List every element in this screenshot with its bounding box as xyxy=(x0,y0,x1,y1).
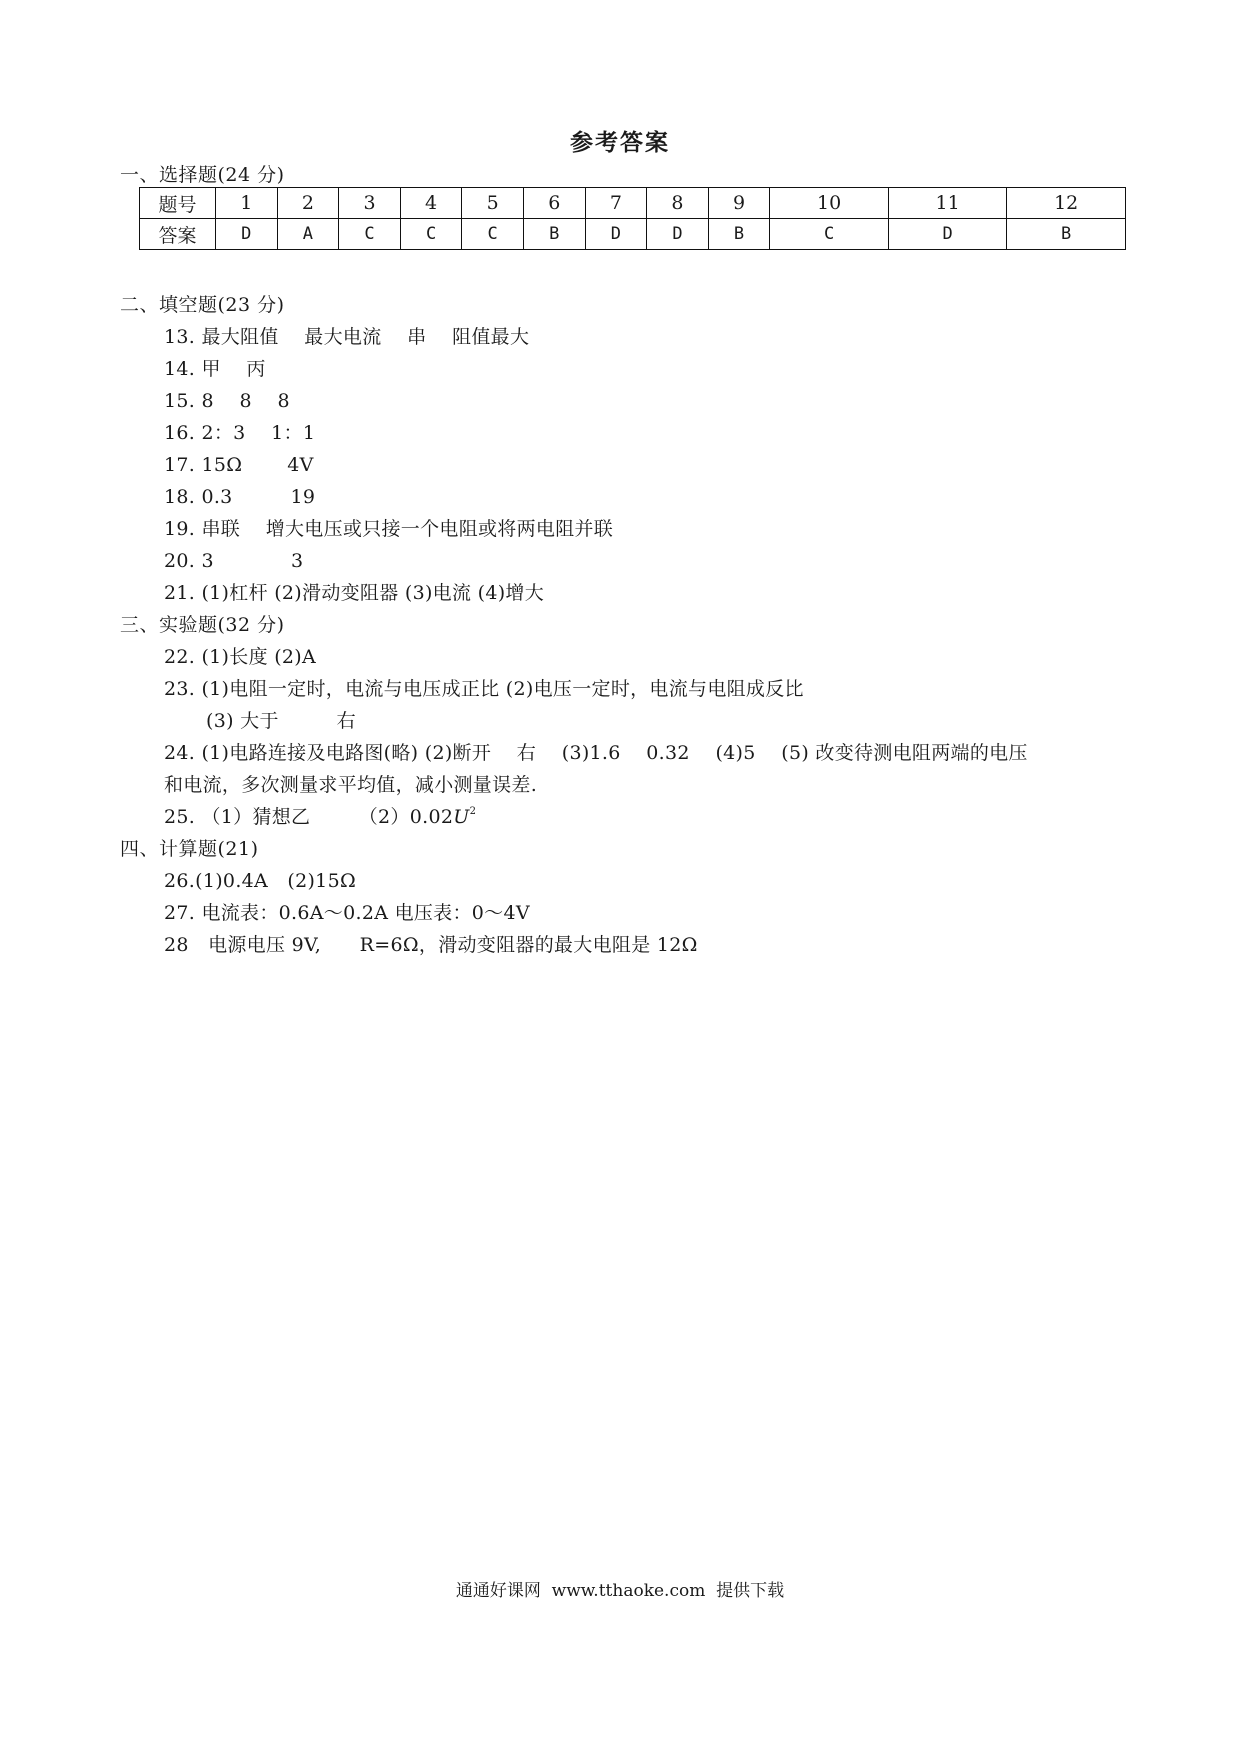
answer-line: 26.(1)0.4A (2)15Ω xyxy=(164,870,357,892)
answer-line: 19. 串联 增大电压或只接一个电阻或将两电阻并联 xyxy=(164,518,614,540)
question-number-cell: 5 xyxy=(462,188,524,219)
answer-line: 28 电源电压 9V, R=6Ω，滑动变阻器的最大电阻是 12Ω xyxy=(164,934,698,956)
page-title: 参考答案 xyxy=(570,129,670,156)
table-row-label: 答案 xyxy=(140,219,216,250)
answer-cell: C xyxy=(400,219,462,250)
question-number-cell: 3 xyxy=(339,188,401,219)
answer-line: 14. 甲 丙 xyxy=(164,358,266,380)
question-number-cell: 9 xyxy=(708,188,770,219)
answer-line: 21. (1)杠杆 (2)滑动变阻器 (3)电流 (4)增大 xyxy=(164,582,545,604)
variable-u: U xyxy=(453,806,470,828)
question-number-cell: 2 xyxy=(277,188,339,219)
answer-line: 17. 15Ω 4V xyxy=(164,454,314,476)
table-row-answers xyxy=(140,219,1126,250)
section-heading-calculation: 四、计算题(21) xyxy=(120,838,259,860)
answer-line xyxy=(164,802,476,829)
answer-cell: D xyxy=(647,219,709,250)
table-row-label: 题号 xyxy=(140,188,216,219)
question-number-cell: 7 xyxy=(585,188,647,219)
question-number-cell: 10 xyxy=(770,188,889,219)
footer-source: 通通好课网 www.tthaoke.com 提供下载 xyxy=(455,1581,785,1601)
question-number-cell: 4 xyxy=(400,188,462,219)
question-number-cell: 8 xyxy=(647,188,709,219)
answer-cell: D xyxy=(888,219,1007,250)
question-number-cell: 12 xyxy=(1007,188,1126,219)
answer-line: 15. 8 8 8 xyxy=(164,390,290,412)
answer-line: 20. 3 3 xyxy=(164,550,304,572)
answer-cell: C xyxy=(770,219,889,250)
section-heading-fill-blank: 二、填空题(23 分) xyxy=(120,294,285,316)
answer-cell: B xyxy=(523,219,585,250)
answer-line: (3) 大于 右 xyxy=(206,710,356,732)
section-heading-choice: 一、选择题(24 分) xyxy=(120,164,285,186)
table-row-numbers xyxy=(140,188,1126,219)
answer-line: 27. 电流表：0.6A～0.2A 电压表：0～4V xyxy=(164,902,530,924)
answer-cell: B xyxy=(708,219,770,250)
question-number-cell: 6 xyxy=(523,188,585,219)
answer-cell: D xyxy=(585,219,647,250)
exponent: 2 xyxy=(469,806,477,817)
answer-line: 23. (1)电阻一定时，电流与电压成正比 (2)电压一定时，电流与电阻成反比 xyxy=(164,678,804,700)
answer-line: 18. 0.3 19 xyxy=(164,486,316,508)
answer-line: 16. 2：3 1：1 xyxy=(164,422,316,444)
answer-cell: D xyxy=(216,219,278,250)
answer-cell: A xyxy=(277,219,339,250)
question-number-cell: 11 xyxy=(888,188,1007,219)
answer-text: 25. （1）猜想乙 （2）0.02 xyxy=(164,806,454,828)
answer-line: 22. (1)长度 (2)A xyxy=(164,646,317,668)
answer-cell: C xyxy=(462,219,524,250)
answer-cell: B xyxy=(1007,219,1126,250)
question-number-cell: 1 xyxy=(216,188,278,219)
answer-cell: C xyxy=(339,219,401,250)
section-heading-experiment: 三、实验题(32 分) xyxy=(120,614,285,636)
answer-line: 13. 最大阻值 最大电流 串 阻值最大 xyxy=(164,326,530,348)
answer-line-continuation: 和电流，多次测量求平均值，减小测量误差. xyxy=(164,774,538,796)
answer-table xyxy=(139,187,1126,250)
answer-line: 24. (1)电路连接及电路图(略) (2)断开 右 (3)1.6 0.32 (4)5 (5) 改变待测电阻两端的电压 xyxy=(164,742,1028,764)
